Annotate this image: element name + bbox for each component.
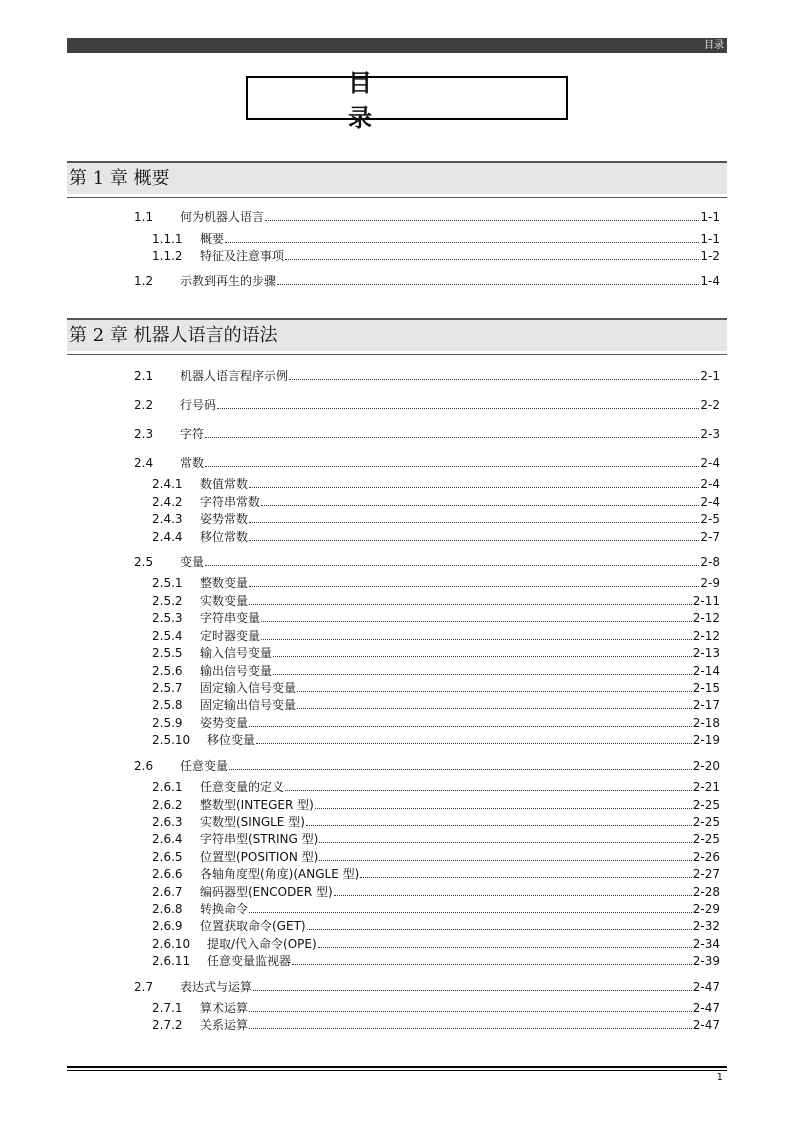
- toc-number: 2.6.9: [152, 919, 183, 933]
- toc-label: 提取/代入命令(OPE): [207, 937, 317, 951]
- toc-entry[interactable]: [152, 884, 720, 900]
- toc-number: 2.6.7: [152, 885, 183, 899]
- toc-entry[interactable]: [152, 628, 720, 644]
- toc-page: 2-11: [692, 594, 720, 608]
- toc-page: 2-8: [700, 555, 720, 569]
- toc-leader: [249, 1017, 692, 1029]
- toc-entry[interactable]: [152, 901, 720, 917]
- toc-entry[interactable]: [134, 368, 720, 384]
- toc-leader: [225, 231, 699, 243]
- toc-leader: [249, 593, 692, 605]
- toc-page: 1-1: [700, 232, 720, 246]
- toc-number: 2.2: [134, 398, 154, 412]
- toc-page: 2-18: [692, 716, 720, 730]
- toc-label: 实数型(SINGLE 型): [200, 815, 305, 829]
- toc-label: 机器人语言程序示例: [180, 369, 289, 383]
- toc-label: 姿势常数: [200, 512, 249, 526]
- toc-page: 2-21: [692, 780, 720, 794]
- toc-leader: [249, 1000, 692, 1012]
- toc-leader: [277, 273, 699, 285]
- toc-leader: [256, 732, 692, 744]
- toc-leader: [249, 901, 692, 913]
- toc-entry[interactable]: [134, 758, 720, 774]
- toc-number: 2.4.3: [152, 512, 183, 526]
- toc-page: 2-39: [692, 954, 720, 968]
- toc-page: 2-1: [700, 369, 720, 383]
- toc-leader: [315, 797, 692, 809]
- toc-number: 2.5.9: [152, 716, 183, 730]
- toc-entry[interactable]: [134, 455, 720, 471]
- toc-entry[interactable]: [152, 866, 720, 882]
- toc-page: 1-2: [700, 249, 720, 263]
- toc-label: 何为机器人语言: [180, 210, 265, 224]
- toc-label: 表达式与运算: [180, 980, 253, 994]
- toc-entry[interactable]: [152, 663, 720, 679]
- toc-leader: [319, 849, 691, 861]
- toc-entry[interactable]: [134, 554, 720, 570]
- toc-entry[interactable]: [134, 273, 720, 289]
- toc-number: 2.6.2: [152, 798, 183, 812]
- toc-page: 2-26: [692, 850, 720, 864]
- toc-entry[interactable]: [152, 715, 720, 731]
- toc-entry[interactable]: [152, 610, 720, 626]
- toc-entry[interactable]: [152, 575, 720, 591]
- toc-number: 2.5.7: [152, 681, 183, 695]
- toc-page: 2-20: [692, 759, 720, 773]
- toc-label: 任意变量监视器: [207, 954, 292, 968]
- toc-page: 2-12: [692, 629, 720, 643]
- toc-entry[interactable]: [134, 397, 720, 413]
- toc-page: 2-7: [700, 530, 720, 544]
- toc-number: 2.6.4: [152, 832, 183, 846]
- toc-entry[interactable]: [152, 831, 720, 847]
- toc-entry[interactable]: [134, 426, 720, 442]
- header-label: 目录: [704, 40, 724, 51]
- toc-number: 2.6.1: [152, 780, 183, 794]
- toc-label: 算术运算: [200, 1001, 249, 1015]
- toc-page: 2-47: [692, 1001, 720, 1015]
- toc-number: 1.1.2: [152, 249, 183, 263]
- toc-leader: [249, 511, 699, 523]
- toc-label: 字符: [180, 427, 205, 441]
- toc-label: 数值常数: [200, 477, 249, 491]
- toc-number: 2.6.6: [152, 867, 183, 881]
- toc-number: 2.6.10: [152, 937, 191, 951]
- toc-entry[interactable]: [152, 732, 720, 748]
- toc-number: 2.4.2: [152, 495, 183, 509]
- toc-number: 2.6.11: [152, 954, 191, 968]
- toc-page: 2-17: [692, 698, 720, 712]
- toc-leader: [253, 979, 692, 991]
- toc-leader: [289, 368, 699, 380]
- toc-leader: [318, 936, 692, 948]
- toc-number: 2.1: [134, 369, 154, 383]
- chapter-1-heading: [67, 161, 727, 194]
- toc-number: 2.5.2: [152, 594, 183, 608]
- toc-leader: [334, 884, 692, 896]
- toc-entry[interactable]: [152, 231, 720, 247]
- toc-leader: [360, 866, 691, 878]
- toc-label: 行号码: [180, 398, 217, 412]
- toc-leader: [249, 575, 699, 587]
- toc-leader: [205, 554, 699, 566]
- toc-number: 2.5.6: [152, 664, 183, 678]
- toc-number: 2.7.1: [152, 1001, 183, 1015]
- toc-entry[interactable]: [152, 645, 720, 661]
- toc-leader: [297, 697, 692, 709]
- toc-entry[interactable]: [134, 209, 720, 225]
- toc-number: 1.1.1: [152, 232, 183, 246]
- toc-entry[interactable]: [152, 697, 720, 713]
- toc-label: 整数型(INTEGER 型): [200, 798, 314, 812]
- toc-number: 2.5.8: [152, 698, 183, 712]
- toc-label: 实数变量: [200, 594, 249, 608]
- toc-entry[interactable]: [152, 511, 720, 527]
- toc-leader: [319, 831, 691, 843]
- toc-leader: [229, 758, 692, 770]
- toc-leader: [292, 953, 692, 965]
- toc-leader: [249, 476, 699, 488]
- page-title: 目录: [246, 76, 568, 120]
- toc-number: 2.7: [134, 980, 154, 994]
- toc-entry[interactable]: [152, 1000, 720, 1016]
- toc-page: 2-5: [700, 512, 720, 526]
- toc-page: 1-1: [700, 210, 720, 224]
- toc-page: 2-9: [700, 576, 720, 590]
- toc-number: 2.6: [134, 759, 154, 773]
- chapter-1-title: 第 1 章 概要: [69, 168, 170, 189]
- page-number: 1: [716, 1072, 723, 1083]
- toc-page: 2-2: [700, 398, 720, 412]
- toc-number: 2.5: [134, 555, 154, 569]
- toc-label: 固定输入信号变量: [200, 681, 297, 695]
- toc-leader: [261, 628, 692, 640]
- toc-page: 2-47: [692, 1018, 720, 1032]
- header-bar: [67, 38, 727, 53]
- toc-entry[interactable]: [152, 936, 720, 952]
- toc-label: 字符串变量: [200, 611, 261, 625]
- toc-number: 2.4.4: [152, 530, 183, 544]
- toc-page: 2-14: [692, 664, 720, 678]
- toc-label: 位置型(POSITION 型): [200, 850, 319, 864]
- toc-number: 2.4: [134, 456, 154, 470]
- toc-number: 2.7.2: [152, 1018, 183, 1032]
- toc-page: 2-4: [700, 495, 720, 509]
- toc-number: 2.3: [134, 427, 154, 441]
- toc-label: 编码器型(ENCODER 型): [200, 885, 333, 899]
- toc-number: 2.6.5: [152, 850, 183, 864]
- toc-page: 2-4: [700, 456, 720, 470]
- toc-entry[interactable]: [152, 248, 720, 264]
- toc-number: 2.5.5: [152, 646, 183, 660]
- toc-label: 移位常数: [200, 530, 249, 544]
- toc-page: 2-25: [692, 798, 720, 812]
- toc-label: 变量: [180, 555, 205, 569]
- toc-number: 2.6.3: [152, 815, 183, 829]
- toc-leader: [285, 779, 692, 791]
- toc-label: 任意变量的定义: [200, 780, 285, 794]
- chapter-2-heading: [67, 318, 727, 351]
- toc-page: 1-4: [700, 274, 720, 288]
- toc-label: 关系运算: [200, 1018, 249, 1032]
- toc-page: 2-13: [692, 646, 720, 660]
- toc-page: 2-25: [692, 815, 720, 829]
- toc-entry[interactable]: [152, 953, 720, 969]
- toc-label: 概要: [200, 232, 225, 246]
- toc-label: 示教到再生的步骤: [180, 274, 277, 288]
- toc-entry[interactable]: [152, 849, 720, 865]
- toc-label: 整数变量: [200, 576, 249, 590]
- toc-entry[interactable]: [152, 476, 720, 492]
- toc-label: 定时器变量: [200, 629, 261, 643]
- toc-entry[interactable]: [152, 814, 720, 830]
- toc-entry[interactable]: [152, 529, 720, 545]
- toc-label: 姿势变量: [200, 716, 249, 730]
- toc-page: 2-15: [692, 681, 720, 695]
- toc-leader: [249, 715, 692, 727]
- toc-number: 2.4.1: [152, 477, 183, 491]
- toc-label: 字符串常数: [200, 495, 261, 509]
- toc-entry[interactable]: [152, 797, 720, 813]
- toc-label: 转换命令: [200, 902, 249, 916]
- toc-page: 2-4: [700, 477, 720, 491]
- toc-leader: [265, 209, 699, 221]
- toc-label: 任意变量: [180, 759, 229, 773]
- toc-label: 固定输出信号变量: [200, 698, 297, 712]
- toc-leader: [297, 680, 692, 692]
- toc-number: 1.1: [134, 210, 154, 224]
- toc-page: 2-47: [692, 980, 720, 994]
- toc-page: 2-25: [692, 832, 720, 846]
- toc-label: 特征及注意事项: [200, 249, 285, 263]
- toc-leader: [249, 529, 699, 541]
- toc-page: 2-27: [692, 867, 720, 881]
- toc-leader: [285, 248, 699, 260]
- toc-leader: [273, 645, 692, 657]
- toc-entry[interactable]: [152, 494, 720, 510]
- toc-label: 常数: [180, 456, 205, 470]
- toc-number: 1.2: [134, 274, 154, 288]
- toc-number: 2.5.1: [152, 576, 183, 590]
- toc-number: 2.6.8: [152, 902, 183, 916]
- toc-entry[interactable]: [152, 680, 720, 696]
- toc-entry[interactable]: [134, 979, 720, 995]
- toc-label: 输入信号变量: [200, 646, 273, 660]
- toc-leader: [217, 397, 699, 409]
- toc-number: 2.5.3: [152, 611, 183, 625]
- toc-entry[interactable]: [152, 593, 720, 609]
- toc-number: 2.5.10: [152, 733, 191, 747]
- toc-page: 2-32: [692, 919, 720, 933]
- footer-rule-thin: [67, 1070, 727, 1071]
- toc-entry[interactable]: [152, 918, 720, 934]
- toc-label: 输出信号变量: [200, 664, 273, 678]
- toc-leader: [205, 455, 699, 467]
- toc-number: 2.5.4: [152, 629, 183, 643]
- toc-page: 2-34: [692, 937, 720, 951]
- chapter-2-title: 第 2 章 机器人语言的语法: [69, 325, 278, 346]
- toc-label: 各轴角度型(角度)(ANGLE 型): [200, 867, 360, 881]
- toc-leader: [261, 494, 699, 506]
- toc-leader: [273, 663, 692, 675]
- toc-label: 移位变量: [207, 733, 256, 747]
- toc-page: 2-29: [692, 902, 720, 916]
- toc-label: 字符串型(STRING 型): [200, 832, 319, 846]
- toc-leader: [205, 426, 699, 438]
- toc-entry[interactable]: [152, 1017, 720, 1033]
- toc-page: 2-12: [692, 611, 720, 625]
- toc-page: 2-3: [700, 427, 720, 441]
- toc-leader: [261, 610, 692, 622]
- toc-page: 2-19: [692, 733, 720, 747]
- toc-label: 位置获取命令(GET): [200, 919, 306, 933]
- footer-rule: [67, 1066, 727, 1068]
- toc-leader: [307, 918, 692, 930]
- toc-leader: [306, 814, 692, 826]
- toc-entry[interactable]: [152, 779, 720, 795]
- toc-page: 2-28: [692, 885, 720, 899]
